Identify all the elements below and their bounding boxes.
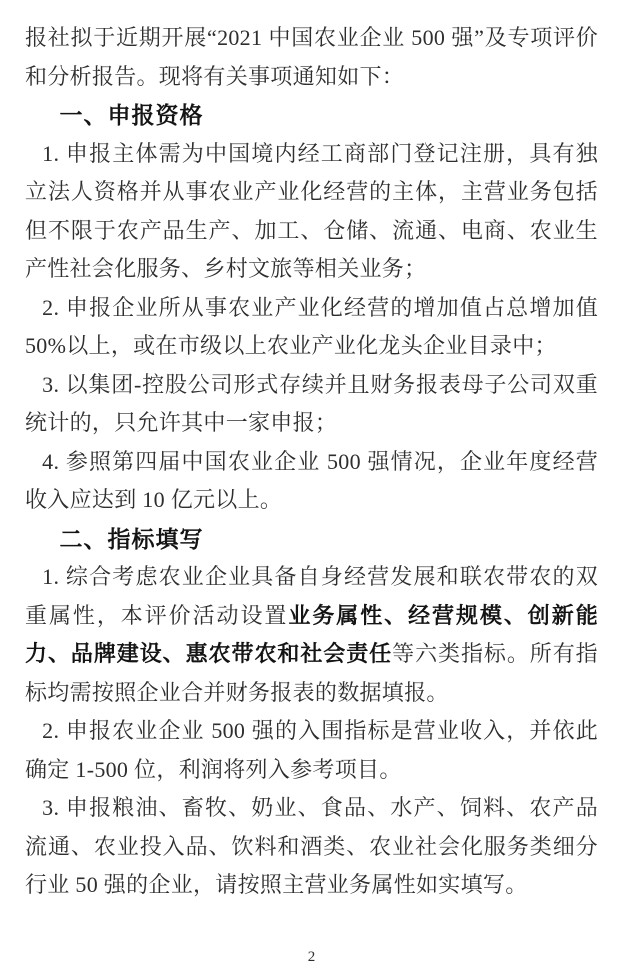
section-2-item-1-pre-text: 1. 综合考虑农业企业具备自身经营发展和联农带农的双重属性，本评价活动设置 <box>25 564 598 628</box>
section-1-item-4: 4. 参照第四届中国农业企业 500 强情况，企业年度经营收入应达到 10 亿元以上。 <box>25 448 598 512</box>
section-2-item-1-post-text: 等六类指标。所有指标均需按照企业合并财务报表的数据填报。 <box>25 641 598 705</box>
section-indicator-filling <box>25 520 598 905</box>
section-2-item-1 <box>25 558 598 712</box>
intro-paragraph: 报社拟于近期开展“2021 中国农业企业 500 强”及专项评价和分析报告。现将有关事项通知如下： <box>25 25 598 89</box>
section-2-heading: 二、指标填写 <box>59 525 204 552</box>
section-1-heading: 一、申报资格 <box>59 102 204 128</box>
section-1-item-1: 1. 申报主体需为中国境内经工商部门登记注册，具有独立法人资格并从事农业产业化经营的主体，主营业务包括但不限于农产品生产、加工、仓储、流通、电商、农业生产性社会化服务、乡村文旅等相关业务； <box>25 140 598 281</box>
section-application-qualification <box>25 96 598 520</box>
section-1-item-2: 2. 申报企业所从事农业产业化经营的增加值占总增加值 50%以上，或在市级以上农业产业化龙头企业目录中； <box>25 294 598 358</box>
section-2-item-2: 2. 申报农业企业 500 强的入围指标是营业收入，并依此确定 1-500 位，利润将列入参考项目。 <box>25 718 598 782</box>
section-2-item-1-bold-categories: 业务属性、经营规模、创新能力、品牌建设、惠农带农和社会责任 <box>25 602 598 666</box>
section-2-item-3: 3. 申报粮油、畜牧、奶业、食品、水产、饲料、农产品流通、农业投入品、饮料和酒类、农业社会化服务类细分行业 50 强的企业，请按照主营业务属性如实填写。 <box>25 795 598 897</box>
section-1-item-3: 3. 以集团-控股公司形式存续并且财务报表母子公司双重统计的，只允许其中一家申报； <box>25 371 598 435</box>
page-number: 2 <box>307 949 316 965</box>
